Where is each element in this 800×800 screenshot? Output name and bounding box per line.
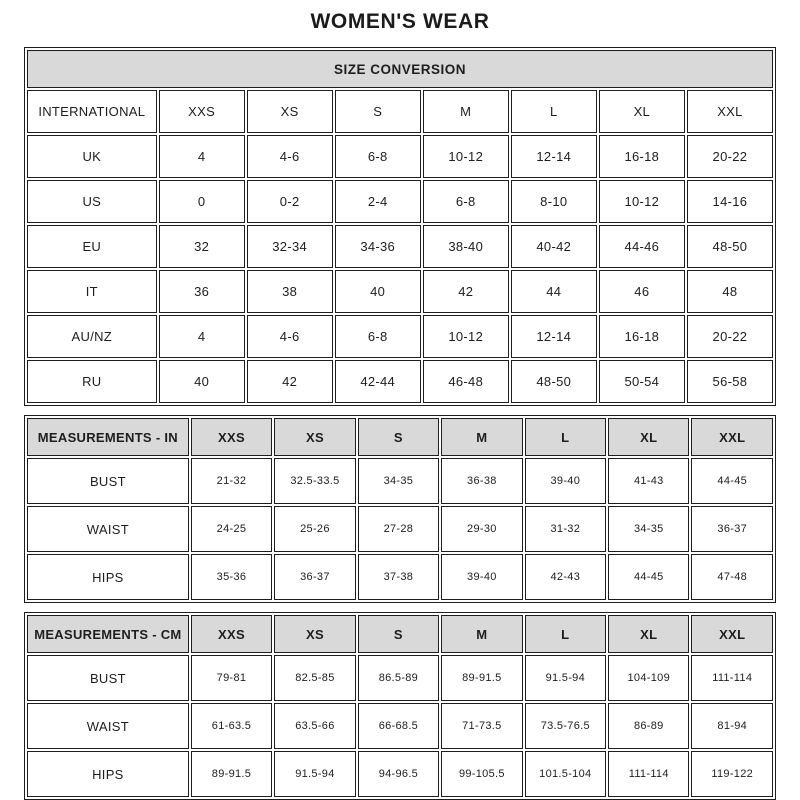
column-header: XL [599,90,685,133]
size-value: 119-122 [691,751,773,797]
measurements-in-table [24,415,776,603]
size-value: 34-35 [608,506,689,552]
column-header: XS [247,90,333,133]
size-value: 48-50 [511,360,597,403]
size-value: 44-45 [608,554,689,600]
size-value: 14-16 [687,180,773,223]
size-value: 12-14 [511,315,597,358]
table-header-row [27,90,773,133]
size-value: 39-40 [441,554,522,600]
size-value: 82.5-85 [274,655,355,701]
size-value: 42-43 [525,554,606,600]
size-value: 50-54 [599,360,685,403]
size-value: 46 [599,270,685,313]
size-value: 39-40 [525,458,606,504]
column-header: XXS [191,418,272,456]
table-row [27,458,773,504]
size-value: 4 [159,135,245,178]
size-value: 81-94 [691,703,773,749]
size-conversion-table [24,47,776,406]
size-value: 27-28 [358,506,439,552]
size-value: 86-89 [608,703,689,749]
size-value: 32 [159,225,245,268]
size-value: 89-91.5 [441,655,522,701]
size-value: 38 [247,270,333,313]
size-value: 38-40 [423,225,509,268]
size-value: 73.5-76.5 [525,703,606,749]
column-header: XXL [691,418,773,456]
size-value: 36 [159,270,245,313]
size-value: 42-44 [335,360,421,403]
size-value: 101.5-104 [525,751,606,797]
size-value: 34-36 [335,225,421,268]
row-label: UK [27,135,157,178]
size-value: 99-105.5 [441,751,522,797]
row-label: WAIST [27,506,189,552]
size-value: 89-91.5 [191,751,272,797]
row-label: RU [27,360,157,403]
column-header: XS [274,418,355,456]
size-value: 61-63.5 [191,703,272,749]
size-value: 104-109 [608,655,689,701]
column-header: S [335,90,421,133]
size-value: 79-81 [191,655,272,701]
column-header: L [525,418,606,456]
row-label: WAIST [27,703,189,749]
size-value: 111-114 [608,751,689,797]
size-value: 10-12 [423,315,509,358]
size-value: 25-26 [274,506,355,552]
size-value: 36-38 [441,458,522,504]
table-banner: SIZE CONVERSION [27,50,773,88]
size-value: 32.5-33.5 [274,458,355,504]
column-header: L [525,615,606,653]
size-value: 8-10 [511,180,597,223]
size-value: 20-22 [687,315,773,358]
table-row [27,180,773,223]
column-header: XXL [687,90,773,133]
table-row [27,270,773,313]
row-label: US [27,180,157,223]
size-value: 16-18 [599,135,685,178]
column-header: M [441,615,522,653]
size-value: 56-58 [687,360,773,403]
table-header-row [27,418,773,456]
size-value: 4 [159,315,245,358]
size-value: 6-8 [335,315,421,358]
size-value: 34-35 [358,458,439,504]
size-value: 2-4 [335,180,421,223]
table-row [27,703,773,749]
row-label: HIPS [27,554,189,600]
row-label: BUST [27,655,189,701]
size-value: 4-6 [247,135,333,178]
size-value: 94-96.5 [358,751,439,797]
size-value: 91.5-94 [274,751,355,797]
column-header: L [511,90,597,133]
size-value: 44-45 [691,458,773,504]
column-header: S [358,615,439,653]
column-header: S [358,418,439,456]
size-value: 48 [687,270,773,313]
size-value: 24-25 [191,506,272,552]
size-value: 91.5-94 [525,655,606,701]
size-value: 40-42 [511,225,597,268]
size-value: 31-32 [525,506,606,552]
table-row [27,655,773,701]
size-value: 71-73.5 [441,703,522,749]
size-value: 36-37 [691,506,773,552]
size-value: 0-2 [247,180,333,223]
column-header: M [441,418,522,456]
size-value: 37-38 [358,554,439,600]
table-row [27,360,773,403]
table-row [27,225,773,268]
column-header: XL [608,418,689,456]
row-label: HIPS [27,751,189,797]
size-value: 4-6 [247,315,333,358]
size-value: 6-8 [423,180,509,223]
size-value: 44 [511,270,597,313]
size-value: 35-36 [191,554,272,600]
size-value: 63.5-66 [274,703,355,749]
size-value: 66-68.5 [358,703,439,749]
table-header-row [27,615,773,653]
header-label: MEASUREMENTS - CM [27,615,189,653]
column-header: XXL [691,615,773,653]
size-value: 0 [159,180,245,223]
size-value: 6-8 [335,135,421,178]
size-value: 29-30 [441,506,522,552]
table-row [27,135,773,178]
size-value: 10-12 [423,135,509,178]
size-value: 86.5-89 [358,655,439,701]
size-value: 21-32 [191,458,272,504]
header-label: MEASUREMENTS - IN [27,418,189,456]
table-row [27,554,773,600]
table-row [27,506,773,552]
measurements-cm-table [24,612,776,800]
column-header: M [423,90,509,133]
column-header: XL [608,615,689,653]
size-value: 32-34 [247,225,333,268]
size-value: 111-114 [691,655,773,701]
size-value: 40 [159,360,245,403]
row-label: EU [27,225,157,268]
row-label: BUST [27,458,189,504]
size-value: 40 [335,270,421,313]
table-banner-row [27,50,773,88]
header-label: INTERNATIONAL [27,90,157,133]
row-label: AU/NZ [27,315,157,358]
row-label: IT [27,270,157,313]
size-value: 44-46 [599,225,685,268]
size-value: 20-22 [687,135,773,178]
size-value: 16-18 [599,315,685,358]
tables-container [24,47,776,800]
size-value: 42 [247,360,333,403]
size-value: 48-50 [687,225,773,268]
size-value: 12-14 [511,135,597,178]
table-row [27,315,773,358]
size-value: 41-43 [608,458,689,504]
size-value: 46-48 [423,360,509,403]
table-row [27,751,773,797]
size-value: 42 [423,270,509,313]
column-header: XXS [159,90,245,133]
page-title: WOMEN'S WEAR [310,10,490,33]
size-value: 47-48 [691,554,773,600]
size-value: 10-12 [599,180,685,223]
size-value: 36-37 [274,554,355,600]
column-header: XS [274,615,355,653]
column-header: XXS [191,615,272,653]
